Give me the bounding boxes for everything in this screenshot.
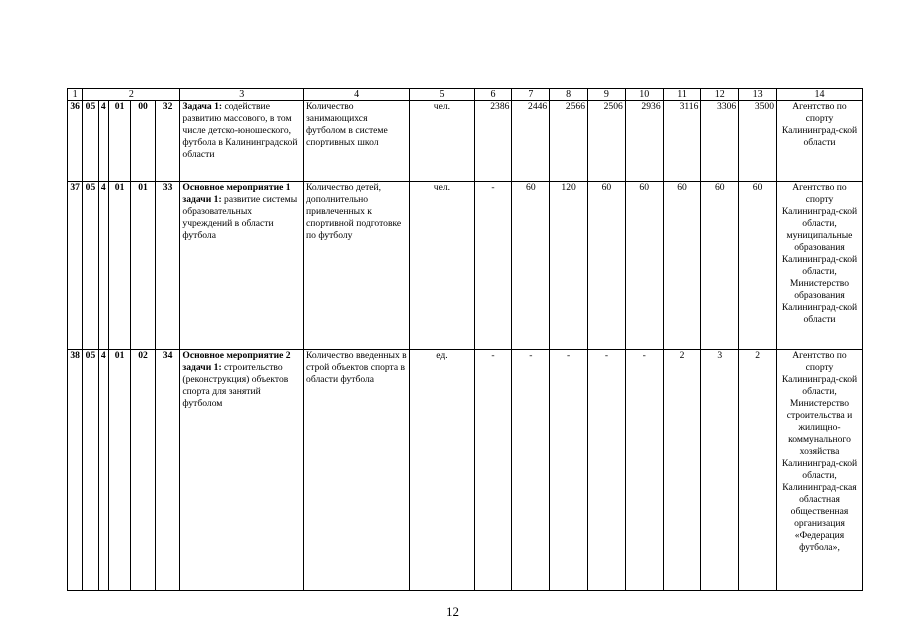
- header-col-12: 12: [701, 89, 739, 101]
- header-col-7: 7: [512, 89, 550, 101]
- indicator-cell: Количество введенных в строй объектов спорта в области футбола: [304, 350, 410, 591]
- value-cell: 120: [550, 182, 588, 350]
- code-cell: 4: [98, 101, 108, 182]
- value-cell: -: [625, 350, 663, 591]
- value-cell: 60: [588, 182, 626, 350]
- header-col-8: 8: [550, 89, 588, 101]
- value-cell: 60: [739, 182, 777, 350]
- header-col-13: 13: [739, 89, 777, 101]
- table-row: [68, 182, 863, 350]
- value-cell: 60: [512, 182, 550, 350]
- value-cell: -: [550, 350, 588, 591]
- task-name-cell: [180, 350, 304, 591]
- task-name-text: развитие системы образовательных учреждений в области футбола: [182, 194, 298, 241]
- header-col-3: 3: [180, 89, 304, 101]
- value-cell: -: [588, 350, 626, 591]
- task-name-bold: Основное мероприятие 2 задачи 1:: [182, 350, 291, 373]
- header-col-4: 4: [304, 89, 410, 101]
- code-cell: 01: [131, 182, 156, 350]
- task-name-cell: [180, 182, 304, 350]
- value-cell: -: [474, 350, 512, 591]
- task-name-cell: [180, 101, 304, 182]
- value-cell: 2446: [512, 101, 550, 182]
- code-cell: 32: [155, 101, 180, 182]
- value-cell: 2: [739, 350, 777, 591]
- value-cell: 2506: [588, 101, 626, 182]
- code-cell: 33: [155, 182, 180, 350]
- row-number: 36: [68, 101, 83, 182]
- code-cell: 05: [83, 182, 98, 350]
- code-cell: 00: [131, 101, 156, 182]
- task-name-bold: Задача 1:: [182, 101, 223, 112]
- value-cell: 2566: [550, 101, 588, 182]
- unit-cell: чел.: [410, 182, 474, 350]
- code-cell: 01: [108, 101, 130, 182]
- code-cell: 01: [108, 350, 130, 591]
- column-number-row: [68, 89, 863, 101]
- header-col-6: 6: [474, 89, 512, 101]
- indicator-cell: Количество занимающихся футболом в системе спортивных школ: [304, 101, 410, 182]
- table-row: [68, 350, 863, 591]
- header-col-2: 2: [83, 89, 180, 101]
- row-number: 37: [68, 182, 83, 350]
- task-name-text: содействие развитию массового, в том числе детско-юношеского, футбола в Калининградской области: [182, 101, 298, 160]
- responsible-cell: Агентство по спорту Калининград-ской области, муниципальные образования Калининград-ской области, Министерство образования Калининград-ской области: [777, 182, 863, 350]
- value-cell: 2936: [625, 101, 663, 182]
- header-col-5: 5: [410, 89, 474, 101]
- unit-cell: ед.: [410, 350, 474, 591]
- value-cell: 2386: [474, 101, 512, 182]
- unit-cell: чел.: [410, 101, 474, 182]
- value-cell: 60: [625, 182, 663, 350]
- value-cell: 3500: [739, 101, 777, 182]
- header-col-10: 10: [625, 89, 663, 101]
- table-row: [68, 101, 863, 182]
- value-cell: 60: [663, 182, 701, 350]
- task-name-bold: Основное мероприятие 1 задачи 1:: [182, 182, 291, 205]
- code-cell: 02: [131, 350, 156, 591]
- header-col-11: 11: [663, 89, 701, 101]
- value-cell: 3116: [663, 101, 701, 182]
- header-col-9: 9: [588, 89, 626, 101]
- code-cell: 05: [83, 350, 98, 591]
- code-cell: 4: [98, 350, 108, 591]
- code-cell: 4: [98, 182, 108, 350]
- header-col-14: 14: [777, 89, 863, 101]
- indicator-cell: Количество детей, дополнительно привлеченных к спортивной подготовке по футболу: [304, 182, 410, 350]
- value-cell: 60: [701, 182, 739, 350]
- code-cell: 01: [108, 182, 130, 350]
- header-col-1: 1: [68, 89, 83, 101]
- code-cell: 34: [155, 350, 180, 591]
- task-name-text: строительство (реконструкция) объектов спорта для занятий футболом: [182, 362, 289, 409]
- value-cell: -: [512, 350, 550, 591]
- value-cell: 2: [663, 350, 701, 591]
- page-number: 12: [446, 604, 459, 619]
- responsible-cell: Агентство по спорту Калининград-ской области: [777, 101, 863, 182]
- value-cell: -: [474, 182, 512, 350]
- row-number: 38: [68, 350, 83, 591]
- code-cell: 05: [83, 101, 98, 182]
- value-cell: 3306: [701, 101, 739, 182]
- responsible-cell: Агентство по спорту Калининград-ской области, Министерство строительства и жилищно-коммунального хозяйства Калининград-ской области, Калининград-ская областная общественная организация «Федерация футбола»,: [777, 350, 863, 591]
- value-cell: 3: [701, 350, 739, 591]
- program-table: [67, 88, 863, 591]
